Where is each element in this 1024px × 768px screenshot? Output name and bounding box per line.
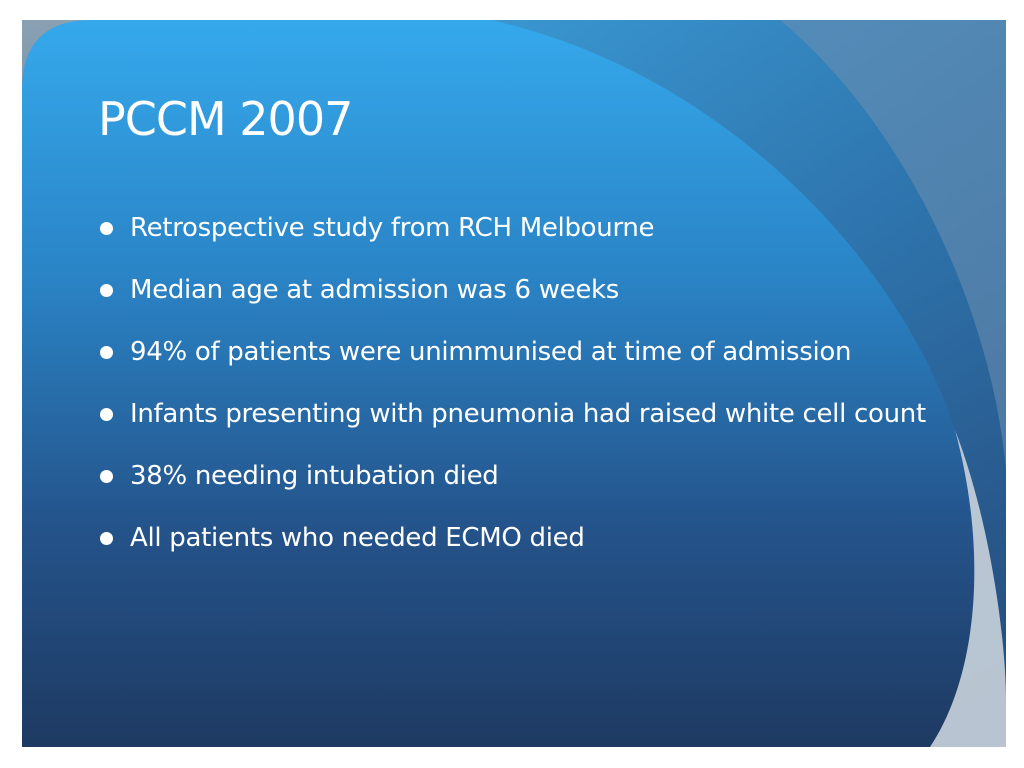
bullet-dot-icon <box>100 408 113 421</box>
bullet-text: All patients who needed ECMO died <box>130 523 585 553</box>
slide-title: PCCM 2007 <box>98 92 353 146</box>
slide-content <box>22 20 942 746</box>
bullet-item <box>100 210 940 246</box>
bullet-list <box>100 210 940 582</box>
bullet-text: 38% needing intubation died <box>130 461 499 491</box>
bullet-text: Median age at admission was 6 weeks <box>130 275 620 305</box>
bullet-text: 94% of patients were unimmunised at time of admission <box>130 337 852 367</box>
bullet-item <box>100 334 940 370</box>
bullet-item <box>100 272 940 308</box>
bullet-dot-icon <box>100 532 113 545</box>
bullet-dot-icon <box>100 346 113 359</box>
bullet-dot-icon <box>100 470 113 483</box>
bullet-item <box>100 458 940 494</box>
bullet-dot-icon <box>100 222 113 235</box>
bullet-item <box>100 396 940 432</box>
bullet-dot-icon <box>100 284 113 297</box>
bullet-item <box>100 520 940 556</box>
bullet-text: Retrospective study from RCH Melbourne <box>130 213 655 243</box>
bullet-text: Infants presenting with pneumonia had raised white cell count <box>130 399 926 429</box>
